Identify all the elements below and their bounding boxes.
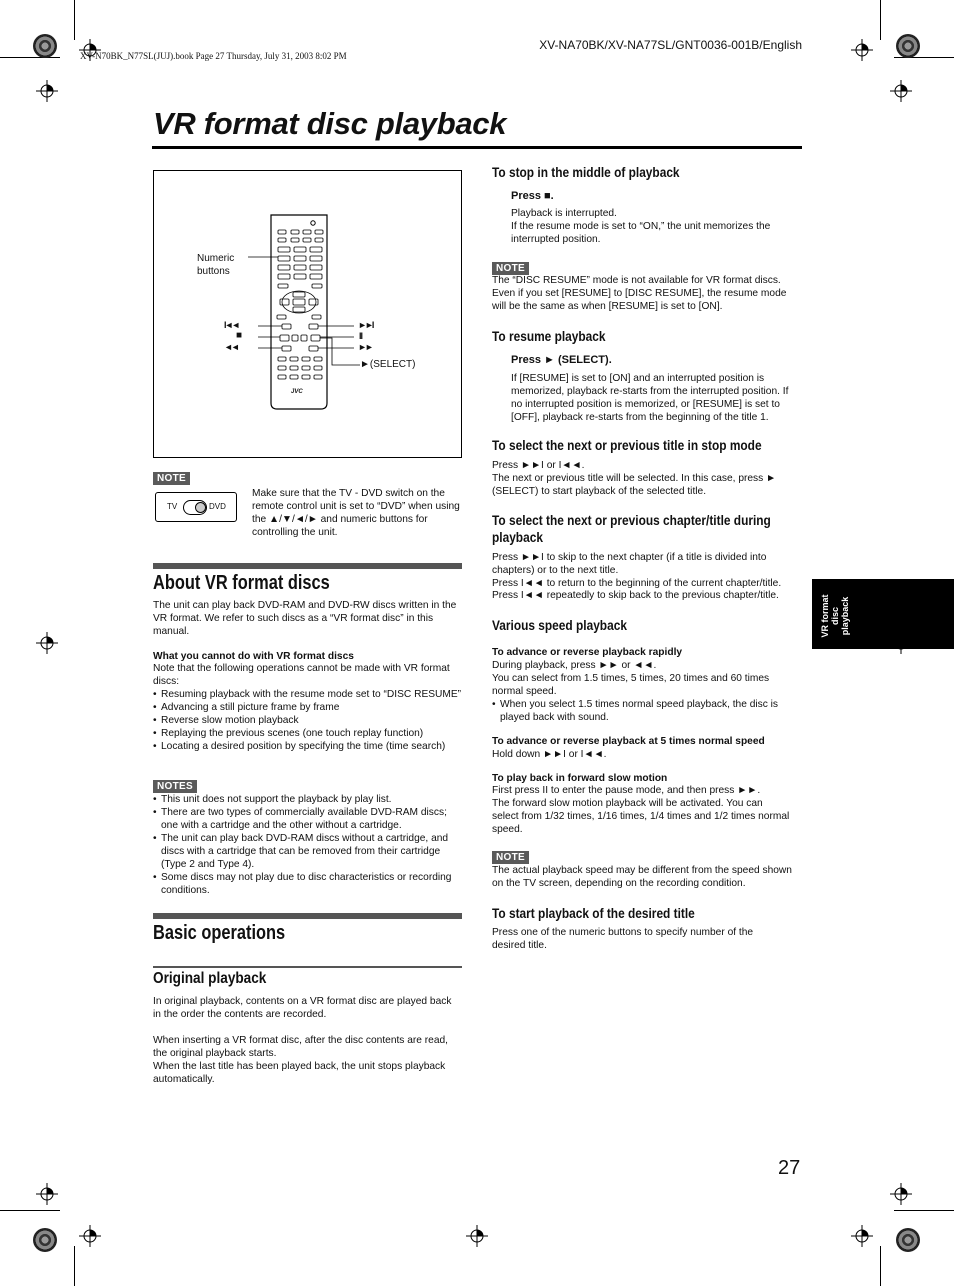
registration-target-icon [79, 1225, 101, 1247]
original-title: Original playback [153, 970, 267, 987]
list-item: • When you select 1.5 times normal speed playback, the disc is played back with sound. [492, 698, 797, 724]
numeric-buttons-label: Numeric buttons [197, 253, 235, 277]
speed-note: The actual playback speed may be different from the speed shown on the TV screen, depending on the recording condition. [492, 865, 792, 889]
page-title: VR format disc playback [153, 106, 507, 141]
dvd-label: DVD [209, 502, 226, 511]
section-bar [153, 563, 462, 569]
notes-tag: NOTES [153, 780, 197, 793]
advance-list [492, 698, 797, 724]
cannot-list [153, 688, 462, 753]
tv-label: TV [167, 502, 178, 511]
page-number: 27 [778, 1157, 801, 1179]
original-p2: When inserting a VR format disc, after the disc contents are read, the original playback starts. [153, 1035, 449, 1059]
crop-mark [880, 1246, 881, 1286]
advance-heading: To advance or reverse playback rapidly [492, 647, 683, 658]
list-item: • Some discs may not play due to disc characteristics or recording conditions. [153, 871, 462, 897]
select-play-text-1: Press ►►I to skip to the next chapter (if a title is divided into chapters) or to the next title. [492, 552, 767, 576]
advance-text-1: During playback, press ►► or ◄◄. [492, 660, 657, 671]
five-times-heading: To advance or reverse playback at 5 times normal speed [492, 736, 765, 747]
section-bar [153, 913, 462, 919]
switch-note-text: Make sure that the TV - DVD switch on the remote control unit is set to “DVD” when using the ▲/▼/◄/► and numeric buttons for controlling the unit. [252, 488, 460, 538]
stop-heading: To stop in the middle of playback [492, 164, 680, 180]
slow-heading: To play back in forward slow motion [492, 773, 668, 784]
about-title: About VR format discs [153, 572, 330, 594]
tv-dvd-switch [155, 492, 237, 522]
registration-target-icon [466, 1225, 488, 1247]
about-intro: The unit can play back DVD-RAM and DVD-RW discs written in the VR format. We refer to such discs as a “VR format disc” in this manual. [153, 600, 457, 637]
resume-heading: To resume playback [492, 328, 606, 344]
crop-mark [0, 1210, 60, 1211]
registration-dial [33, 1228, 57, 1252]
list-item: • Resuming playback with the resume mode set to “DISC RESUME” [153, 688, 462, 701]
note-tag: NOTE [492, 262, 529, 275]
file-info: XV-N70BK_N77SL(JUJ).book Page 27 Thursday, July 31, 2003 8:02 PM [80, 51, 347, 61]
stop-text-2: If the resume mode is set to “ON,” the unit memorizes the interrupted position. [511, 221, 771, 245]
list-item: • The unit can play back DVD-RAM discs without a cartridge, and discs with a cartridge that can be removed from their cartridge (Type 2 and Type 4). [153, 832, 462, 871]
note-label [492, 847, 529, 865]
crop-mark [74, 1246, 75, 1286]
registration-target-icon [36, 632, 58, 654]
ff-symbol: ►► [358, 342, 372, 352]
original-p3: When the last title has been played back, the unit stops playback automatically. [153, 1061, 446, 1085]
registration-target-icon [890, 80, 912, 102]
registration-target-icon [36, 80, 58, 102]
registration-dial [896, 34, 920, 58]
start-heading: To start playback of the desired title [492, 905, 695, 921]
resume-text: If [RESUME] is set to [ON] and an interrupted position is memorized, playback re-starts from the interrupted position. If no interrupted position is memorized, or [RESUME] is set to [OFF], playback re-starts from the beginning of the title 1. [511, 373, 789, 423]
title-rule [152, 146, 802, 149]
advance-text-2: You can select from 1.5 times, 5 times, 20 times and 60 times normal speed. [492, 673, 770, 697]
speed-heading: Various speed playback [492, 617, 627, 633]
basic-title: Basic operations [153, 922, 286, 944]
registration-target-icon [851, 1225, 873, 1247]
select-stop-text-1: Press ►►I or I◄◄. [492, 460, 585, 471]
select-play-heading: To select the next or previous chapter/title during playback [492, 512, 771, 545]
registration-dial [33, 34, 57, 58]
stop-note: The “DISC RESUME” mode is not available for VR format discs. Even if you set [RESUME] to [DISC RESUME], the resume mode will be the same as when [RESUME] is set to [ON]. [492, 275, 787, 312]
resume-press: Press ► (SELECT). [511, 354, 612, 366]
note-tag: NOTE [492, 851, 529, 864]
crop-mark [894, 1210, 954, 1211]
select-label: ►(SELECT) [360, 359, 416, 370]
list-item: • Replaying the previous scenes (one touch replay function) [153, 727, 462, 740]
next-symbol: ►►I [358, 320, 373, 330]
registration-dial [896, 1228, 920, 1252]
select-stop-text-2: The next or previous title will be selected. In this case, press ► (SELECT) to start playback of the selected title. [492, 473, 777, 497]
crop-mark [880, 0, 881, 40]
cannot-heading: What you cannot do with VR format discs [153, 651, 354, 662]
list-item: • There are two types of commercially available DVD-RAM discs; one with a cartridge and the other without a cartridge. [153, 806, 462, 832]
five-times-text: Hold down ►►I or I◄◄. [492, 749, 607, 760]
list-item: • Reverse slow motion playback [153, 714, 462, 727]
brand-logo: JVC [291, 389, 303, 395]
original-p1: In original playback, contents on a VR format disc are played back in the order the contents are recorded. [153, 996, 452, 1020]
select-play-text-3: Press I◄◄ repeatedly to skip back to the previous chapter/title. [492, 590, 779, 601]
note-label [153, 468, 190, 486]
stop-press: Press ■. [511, 190, 554, 202]
start-text: Press one of the numeric buttons to specify number of the desired title. [492, 927, 754, 951]
registration-target-icon [890, 1183, 912, 1205]
model-number: XV-NA70BK/XV-NA77SL/GNT0036-001B/English [539, 38, 802, 52]
rew-symbol: ◄◄ [224, 342, 238, 352]
pause-symbol: II [359, 331, 363, 341]
slow-text-2: The forward slow motion playback will be activated. You can select from 1/32 times, 1/16 times, 1/4 times and 1/2 times normal speed. [492, 798, 790, 835]
side-tab-label: VR format disc playback [820, 594, 850, 638]
stop-text-1: Playback is interrupted. [511, 208, 617, 219]
crop-mark [0, 57, 60, 58]
subsection-rule [153, 966, 462, 968]
prev-symbol: I◄◄ [224, 320, 239, 330]
note-tag: NOTE [153, 472, 190, 485]
remote-control-illustration [154, 171, 461, 457]
select-stop-heading: To select the next or previous title in stop mode [492, 437, 762, 453]
notes-label [153, 776, 197, 794]
remote-figure [153, 170, 462, 458]
list-item: • Locating a desired position by specifying the time (time search) [153, 740, 462, 753]
registration-target-icon [36, 1183, 58, 1205]
notes-list [153, 793, 462, 897]
crop-mark [74, 0, 75, 40]
cannot-intro: Note that the following operations cannot be made with VR format discs: [153, 663, 450, 687]
list-item: • Advancing a still picture frame by frame [153, 701, 462, 714]
select-play-text-2: Press I◄◄ to return to the beginning of the current chapter/title. [492, 578, 782, 589]
switch-knob [195, 502, 206, 513]
stop-symbol: ■ [236, 330, 243, 341]
registration-target-icon [851, 39, 873, 61]
list-item: • This unit does not support the playback by play list. [153, 793, 462, 806]
slow-text-1: First press II to enter the pause mode, and then press ►►. [492, 785, 761, 796]
